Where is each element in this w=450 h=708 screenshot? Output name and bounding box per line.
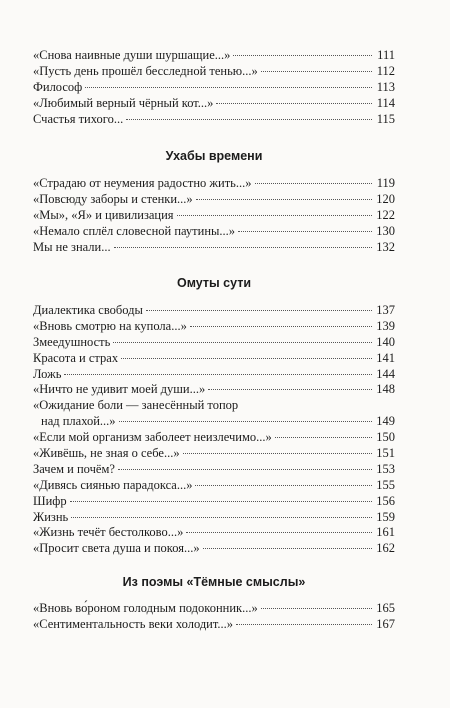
dot-leader [183,453,372,454]
dot-leader [261,608,372,609]
toc-entry [33,64,395,80]
toc-section-2 [33,176,395,255]
toc-entry-title: «Вновь во́роном голодным подоконник...» [33,601,258,615]
dot-leader [255,183,372,184]
toc-entry [33,367,395,383]
dot-leader [275,437,372,438]
toc-entry [33,617,395,633]
toc-entry-title: Мы не знали... [33,239,111,254]
toc-entry-page: 165 [376,601,395,615]
toc-entry [33,478,395,494]
toc-entry-page: 156 [376,493,395,508]
toc-entry-title: Диалектика свободы [33,303,143,317]
dot-leader [71,517,372,518]
toc-entry [33,303,395,319]
toc-entry [33,224,395,240]
toc-entry-title: Красота и страх [33,350,119,365]
toc-entry-page: 132 [376,239,395,254]
toc-entry [33,240,395,256]
toc-entry [33,462,395,478]
toc-entry-page: 153 [376,461,395,476]
dot-leader [216,103,372,104]
toc-entry-page: 144 [376,366,395,381]
toc-entry-page: 148 [376,382,395,397]
toc-entry-page: 141 [376,350,395,365]
toc-entry-title: «Мы», «Я» и цивилизация [33,207,174,222]
toc-entry-page: 159 [376,509,395,524]
dot-leader [196,199,372,200]
toc-entry [33,96,395,112]
toc-entry-page: 167 [376,616,395,631]
toc-entry-title-line1: «Ожидание боли — занесённый топор [33,398,239,413]
toc-section-4 [33,601,395,633]
toc-entry-title: «Снова наивные души шуршащие...» [33,48,231,62]
toc-entry-title: Жизнь [33,509,69,524]
toc-entry-page: 149 [376,414,395,429]
dot-leader [177,215,372,216]
toc-entry-title: «Немало сплёл словесной паутины...» [33,223,236,238]
toc-entry-page: 155 [376,477,395,492]
dot-leader [118,469,372,470]
dot-leader [190,326,372,327]
dot-leader [195,485,372,486]
section-heading: Ухабы времени [165,149,263,163]
toc-entry-page: 120 [376,191,395,206]
toc-entry [33,382,395,398]
dot-leader [119,421,372,422]
toc-entry [33,48,395,64]
toc-entry-title: Философ [33,79,83,94]
toc-entry [33,446,395,462]
toc-entry-title: Шифр [33,493,67,508]
toc-entry-title: Счастья тихого... [33,111,124,126]
section-heading-block [33,145,395,167]
section-heading: Из поэмы «Тёмные смыслы» [122,575,306,589]
toc-entry-title: «Вновь смотрю на купола...» [33,318,187,333]
dot-leader [64,374,372,375]
toc-entry-page: 130 [376,223,395,238]
toc-entry-title: «Ничто не удивит моей души...» [33,382,206,397]
dot-leader [146,310,372,311]
section-heading: Омуты сути [176,276,252,290]
toc-entry-page: 151 [376,446,395,461]
dot-leader [261,71,372,72]
toc-entry-title: «Живёшь, не зная о себе...» [33,446,180,461]
dot-leader [70,501,372,502]
toc-entry-title: «Просит света душа и покоя...» [33,541,200,556]
toc-entry-title: «Страдаю от неумения радостно жить...» [33,176,252,190]
dot-leader [236,624,372,625]
toc-entry-page: 162 [376,541,395,556]
dot-leader [233,55,372,56]
toc-entry-title: Ложь [33,366,62,381]
section-heading-block [33,272,395,294]
toc-entry [33,541,395,557]
toc-entry [33,510,395,526]
toc-entry-title: «Любимый верный чёрный кот...» [33,95,214,110]
dot-leader [85,87,372,88]
toc-entry-page: 137 [376,303,395,317]
dot-leader [114,247,372,248]
toc-entry [33,351,395,367]
toc-entry [33,80,395,96]
toc-entry-title: «Если мой организм заболеет неизлечимо...» [33,430,272,445]
toc-entry-page: 111 [377,48,395,62]
toc-entry [33,525,395,541]
toc-entry-page: 150 [376,430,395,445]
toc-entry-title: «Дивясь сиянью парадокса...» [33,477,193,492]
toc-entry-multiline-cont [33,414,395,430]
dot-leader [238,231,372,232]
toc-entry-title: «Пусть день прошёл бесследной тенью...» [33,63,258,78]
toc-top-block [33,48,395,127]
dot-leader [203,548,372,549]
dot-leader [121,358,372,359]
dot-leader [208,389,372,390]
toc-entry-page: 161 [376,525,395,540]
toc-entry [33,192,395,208]
toc-entry-page: 113 [376,79,395,94]
dot-leader [113,342,372,343]
toc-entry [33,112,395,128]
toc-entry-page: 140 [376,334,395,349]
toc-entry-page: 112 [376,63,395,78]
dot-leader [186,532,372,533]
toc-entry [33,176,395,192]
toc-entry-title: Змеедушность [33,334,111,349]
toc-entry-title-line2: над плахой...» [41,414,116,429]
toc-entry-page: 122 [376,207,395,222]
toc-entry-multiline [33,398,395,414]
toc-entry [33,335,395,351]
toc-entry-title: «Жизнь течёт бестолково...» [33,525,184,540]
toc-entry-title: «Повсюду заборы и стенки...» [33,191,193,206]
toc-entry [33,208,395,224]
toc-entry-page: 139 [376,318,395,333]
section-heading-block [33,571,395,593]
toc-entry [33,430,395,446]
toc-entry-title: «Сентиментальность веки холодит...» [33,616,234,631]
toc-entry-page: 119 [376,176,395,190]
toc-entry [33,601,395,617]
toc-entry [33,494,395,510]
toc-entry-page: 115 [376,111,395,126]
dot-leader [126,119,372,120]
toc-entry-title: Зачем и почём? [33,461,115,476]
toc-entry-page: 114 [376,95,395,110]
toc-section-3 [33,303,395,557]
toc-entry [33,319,395,335]
